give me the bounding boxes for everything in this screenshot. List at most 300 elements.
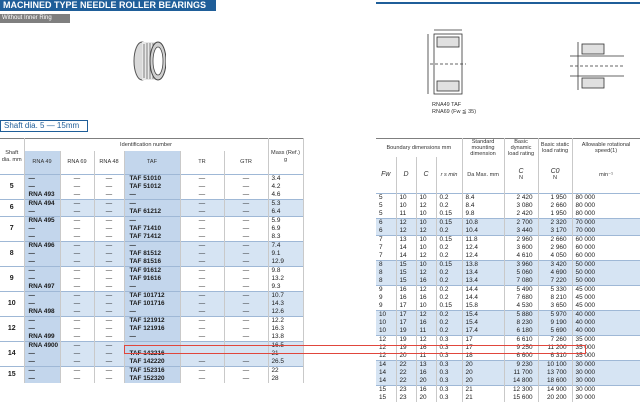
cell-rna49: RNA 4900 (24, 342, 60, 351)
cell-rna49: — (24, 317, 60, 326)
cell-speed: 30 000 (572, 385, 640, 394)
cell-gtr: — (224, 250, 268, 258)
cell-c: 5 060 (504, 269, 538, 277)
table-row (376, 385, 640, 394)
cell-c: 6 600 (504, 352, 538, 361)
cell-tr: — (180, 225, 224, 233)
shaft-dia-cell: 15 (0, 367, 24, 384)
cell-c-dim: 10 (416, 210, 436, 219)
cell-mass: 14.3 (268, 300, 303, 308)
cell-speed: 30 000 (572, 369, 640, 377)
cell-rna48: — (94, 175, 124, 184)
cell-c: 7 680 (504, 294, 538, 302)
cell-c-dim: 12 (416, 202, 436, 210)
cell-mass: 12.2 (268, 317, 303, 326)
col-c (504, 157, 538, 193)
cell-c-dim: 12 (416, 252, 436, 261)
table-row (376, 202, 640, 210)
cell-gtr: — (224, 367, 268, 376)
shaft-dia-cell: 9 (0, 267, 24, 292)
cell-speed: 60 000 (572, 244, 640, 252)
unit-n-static: N (553, 175, 558, 182)
cell-taf: TAF 152320 (124, 375, 180, 383)
col-c0 (538, 157, 572, 193)
identification-header: Identification number (24, 139, 268, 151)
cell-c: 9 250 (504, 344, 538, 352)
cell-gtr: — (224, 191, 268, 200)
cell-d: 10 (396, 193, 416, 202)
cell-rna48: — (94, 300, 124, 308)
cell-da: 14.4 (462, 285, 504, 294)
table-row (0, 200, 303, 209)
cell-c: 7 080 (504, 277, 538, 286)
col-da: Da Max. mm (462, 157, 504, 193)
cell-taf: TAF 101712 (124, 292, 180, 301)
cell-tr: — (180, 292, 224, 301)
cell-taf: TAF 71410 (124, 225, 180, 233)
drawing-caption-line-1: RNA49 TAF (432, 102, 462, 108)
cell-c: 2 420 (504, 210, 538, 219)
cell-r: 0.2 (436, 294, 462, 302)
cell-da: 13.8 (462, 260, 504, 269)
shaft-dia-cell: 5 (0, 175, 24, 200)
cell-mass: 6.9 (268, 225, 303, 233)
cell-c-dim: 12 (416, 227, 436, 236)
cell-r: 0.15 (436, 218, 462, 227)
table-row (0, 250, 303, 258)
cell-r: 0.2 (436, 244, 462, 252)
cell-mass: 9.8 (268, 267, 303, 276)
cell-c0: 20 200 (538, 394, 572, 402)
cell-c-dim: 16 (416, 344, 436, 352)
table-row (376, 277, 640, 286)
table-row (0, 267, 303, 276)
shaft-dia-header: Shaft dia. mm (0, 139, 24, 175)
cell-c: 15 600 (504, 394, 538, 402)
cell-rna49: — (24, 325, 60, 333)
mass-header: Mass (Ref.) g (268, 139, 303, 175)
cell-da: 12.4 (462, 244, 504, 252)
cell-mass: 6.4 (268, 208, 303, 217)
table-row (0, 175, 303, 184)
cell-gtr: — (224, 267, 268, 276)
cross-section-drawing-icon (426, 28, 470, 100)
cell-c0: 1 950 (538, 193, 572, 202)
cell-fw: 14 (376, 360, 396, 369)
cell-rna69: — (60, 317, 94, 326)
cell-r: 0.2 (436, 269, 462, 277)
cell-da: 8.4 (462, 202, 504, 210)
cell-rna48: — (94, 283, 124, 292)
cell-fw: 14 (376, 377, 396, 386)
page-title: MACHINED TYPE NEEDLE ROLLER BEARINGS (0, 0, 216, 11)
col-d: D (396, 157, 416, 193)
cell-taf: — (124, 333, 180, 342)
cell-r: 0.15 (436, 260, 462, 269)
cell-rna69: — (60, 267, 94, 276)
table-row (376, 218, 640, 227)
cell-fw: 9 (376, 285, 396, 294)
cell-speed: 35 000 (572, 335, 640, 344)
cell-d: 16 (396, 285, 416, 294)
cell-rna48: — (94, 325, 124, 333)
table-row (376, 227, 640, 236)
cell-tr: — (180, 317, 224, 326)
cell-c0: 13 700 (538, 369, 572, 377)
cell-gtr: — (224, 233, 268, 242)
cell-gtr: — (224, 342, 268, 351)
cell-speed: 30 000 (572, 394, 640, 402)
col-fw: Fw (376, 157, 396, 193)
header-rule (376, 2, 640, 4)
cell-rna69: — (60, 208, 94, 217)
highlighted-row-frame (124, 345, 586, 354)
cell-rna48: — (94, 250, 124, 258)
cell-c-dim: 16 (416, 385, 436, 394)
cell-rna49: RNA 497 (24, 283, 60, 292)
cell-rna48: — (94, 183, 124, 191)
cell-rna69: — (60, 250, 94, 258)
cell-gtr: — (224, 375, 268, 383)
cell-c0: 2 960 (538, 244, 572, 252)
drawing-caption-line-2: RNA69 (Fw ≦ 35) (432, 109, 477, 115)
cell-tr: — (180, 191, 224, 200)
cell-speed: 60 000 (572, 252, 640, 261)
cell-c0: 5 970 (538, 310, 572, 319)
cell-rna49: — (24, 350, 60, 358)
cell-r: 0.3 (436, 377, 462, 386)
cell-d: 12 (396, 227, 416, 236)
cell-taf: TAF 81516 (124, 258, 180, 267)
cell-da: 13.4 (462, 269, 504, 277)
cell-rna48: — (94, 317, 124, 326)
table-row (0, 191, 303, 200)
cell-mass: 28 (268, 375, 303, 383)
cell-d: 19 (396, 344, 416, 352)
cell-d: 12 (396, 218, 416, 227)
cell-da: 17.4 (462, 327, 504, 336)
bearing-photo-icon (132, 40, 166, 82)
cell-r: 0.2 (436, 285, 462, 294)
cell-fw: 5 (376, 210, 396, 219)
cell-fw: 8 (376, 260, 396, 269)
cell-fw: 8 (376, 269, 396, 277)
cell-mass: 5.3 (268, 200, 303, 209)
cell-d: 22 (396, 369, 416, 377)
cell-gtr: — (224, 217, 268, 226)
cell-c-dim: 16 (416, 277, 436, 286)
cell-d: 15 (396, 260, 416, 269)
cell-d: 11 (396, 210, 416, 219)
cell-rna48: — (94, 308, 124, 317)
cell-da: 18 (462, 352, 504, 361)
cell-rna49: — (24, 250, 60, 258)
cell-d: 17 (396, 310, 416, 319)
cell-r: 0.3 (436, 385, 462, 394)
cell-da: 12.4 (462, 252, 504, 261)
cell-mass: 16.3 (268, 325, 303, 333)
table-row (376, 285, 640, 294)
cell-mass: 5.9 (268, 217, 303, 226)
cell-c: 6 610 (504, 335, 538, 344)
cell-rna69: — (60, 225, 94, 233)
cell-da: 15.4 (462, 319, 504, 327)
cell-taf: — (124, 342, 180, 351)
cell-d: 10 (396, 202, 416, 210)
col-r: r s min (436, 157, 462, 193)
cell-c0: 2 320 (538, 218, 572, 227)
mounted-drawing-icon (568, 38, 626, 94)
cell-c: 14 800 (504, 377, 538, 386)
cell-fw: 9 (376, 294, 396, 302)
cell-speed: 45 000 (572, 285, 640, 294)
cell-r: 0.2 (436, 319, 462, 327)
table-row (0, 283, 303, 292)
table-row (0, 217, 303, 226)
cell-fw: 12 (376, 335, 396, 344)
cell-rna48: — (94, 233, 124, 242)
cell-taf: TAF 61212 (124, 208, 180, 217)
table-row (376, 394, 640, 402)
cell-da: 9.8 (462, 210, 504, 219)
cell-taf: — (124, 200, 180, 209)
cell-r: 0.15 (436, 235, 462, 244)
cell-rna69: — (60, 300, 94, 308)
cell-c-dim: 12 (416, 269, 436, 277)
cell-mass: 9.1 (268, 250, 303, 258)
cell-c0: 5 690 (538, 327, 572, 336)
cell-c0: 11 200 (538, 344, 572, 352)
cell-r: 0.3 (436, 394, 462, 402)
cell-rna48: — (94, 191, 124, 200)
cell-c0: 2 660 (538, 235, 572, 244)
cell-c0: 2 660 (538, 202, 572, 210)
cell-rna69: — (60, 275, 94, 283)
table-row (0, 233, 303, 242)
cell-c0: 10 100 (538, 360, 572, 369)
cell-rna49: RNA 495 (24, 217, 60, 226)
cell-speed: 60 000 (572, 235, 640, 244)
da-header: Standard mounting dimension (462, 139, 504, 158)
cell-d: 22 (396, 360, 416, 369)
cell-d: 13 (396, 235, 416, 244)
cell-tr: — (180, 175, 224, 184)
cell-fw: 5 (376, 202, 396, 210)
cell-rna48: — (94, 225, 124, 233)
cell-taf: TAF 121912 (124, 317, 180, 326)
table-row (376, 319, 640, 327)
cell-da: 21 (462, 385, 504, 394)
cell-rna49: RNA 499 (24, 333, 60, 342)
cell-gtr: — (224, 283, 268, 292)
cell-speed: 45 000 (572, 302, 640, 311)
col-rna48: RNA 48 (94, 151, 124, 175)
cell-da: 17 (462, 344, 504, 352)
table-row (0, 358, 303, 367)
cell-da: 10.8 (462, 218, 504, 227)
cell-r: 0.3 (436, 369, 462, 377)
cell-c: 2 700 (504, 218, 538, 227)
cell-c0: 8 210 (538, 294, 572, 302)
cell-c0: 7 220 (538, 277, 572, 286)
cell-gtr: — (224, 258, 268, 267)
col-taf: TAF (124, 151, 180, 175)
table-row (376, 244, 640, 252)
col-speed-unit: min⁻¹ (572, 157, 640, 193)
cell-c: 3 440 (504, 227, 538, 236)
table-row (376, 235, 640, 244)
cell-fw: 12 (376, 344, 396, 352)
cell-tr: — (180, 350, 224, 358)
cell-gtr: — (224, 308, 268, 317)
cell-r: 0.2 (436, 310, 462, 319)
cell-tr: — (180, 358, 224, 367)
cell-r: 0.2 (436, 202, 462, 210)
cell-c0: 1 950 (538, 210, 572, 219)
cell-speed: 35 000 (572, 352, 640, 361)
cell-c-dim: 10 (416, 218, 436, 227)
cell-c-dim: 12 (416, 335, 436, 344)
cell-rna49: — (24, 358, 60, 367)
table-row (376, 269, 640, 277)
cell-taf: TAF 142220 (124, 358, 180, 367)
cell-fw: 7 (376, 244, 396, 252)
cell-rna48: — (94, 358, 124, 367)
cell-rna69: — (60, 358, 94, 367)
cell-c: 5 880 (504, 310, 538, 319)
cell-da: 14.4 (462, 294, 504, 302)
cell-c-dim: 12 (416, 285, 436, 294)
cell-speed: 45 000 (572, 294, 640, 302)
cell-mass: 13.2 (268, 275, 303, 283)
cell-r: 0.2 (436, 227, 462, 236)
cell-taf: TAF 51010 (124, 175, 180, 184)
table-row (0, 367, 303, 376)
cell-rna49: — (24, 183, 60, 191)
cell-da: 11.8 (462, 235, 504, 244)
cell-fw: 6 (376, 218, 396, 227)
cell-taf: TAF 81512 (124, 250, 180, 258)
cell-gtr: — (224, 350, 268, 358)
cell-da: 20 (462, 360, 504, 369)
cell-gtr: — (224, 208, 268, 217)
table-row (0, 308, 303, 317)
cell-rna69: — (60, 375, 94, 383)
cell-da: 17 (462, 335, 504, 344)
cell-mass: 16.5 (268, 342, 303, 351)
cell-mass: 13.8 (268, 333, 303, 342)
cell-speed: 70 000 (572, 218, 640, 227)
cell-d: 15 (396, 277, 416, 286)
cell-rna49: — (24, 275, 60, 283)
cell-fw: 8 (376, 277, 396, 286)
cell-fw: 14 (376, 369, 396, 377)
cell-rna48: — (94, 208, 124, 217)
cell-c-dim: 16 (416, 294, 436, 302)
cell-rna48: — (94, 275, 124, 283)
cell-gtr: — (224, 358, 268, 367)
cell-rna69: — (60, 350, 94, 358)
table-row (376, 302, 640, 311)
cell-taf: TAF 142216 (124, 350, 180, 358)
cell-speed: 50 000 (572, 277, 640, 286)
cell-fw: 10 (376, 310, 396, 319)
cell-speed: 70 000 (572, 227, 640, 236)
cell-rna69: — (60, 367, 94, 376)
cell-c0: 3 170 (538, 227, 572, 236)
cell-taf: TAF 152316 (124, 367, 180, 376)
cell-tr: — (180, 333, 224, 342)
col-tr: TR (180, 151, 224, 175)
cell-mass: 26.5 (268, 358, 303, 367)
cell-tr: — (180, 208, 224, 217)
cell-rna48: — (94, 217, 124, 226)
cell-d: 16 (396, 294, 416, 302)
cell-speed: 30 000 (572, 377, 640, 386)
cell-c0: 7 260 (538, 335, 572, 344)
cell-rna69: — (60, 325, 94, 333)
cell-fw: 10 (376, 327, 396, 336)
cell-rna49: — (24, 267, 60, 276)
cell-rna69: — (60, 242, 94, 251)
cell-c0: 6 310 (538, 352, 572, 361)
cell-da: 13.4 (462, 277, 504, 286)
cell-rna69: — (60, 183, 94, 191)
table-row (0, 300, 303, 308)
col-gtr: GTR (224, 151, 268, 175)
cell-c: 8 230 (504, 319, 538, 327)
cell-tr: — (180, 325, 224, 333)
cell-r: 0.15 (436, 302, 462, 311)
cell-taf: — (124, 191, 180, 200)
dimensions-table (376, 138, 640, 402)
shaft-dia-cell: 6 (0, 200, 24, 217)
cell-rna48: — (94, 267, 124, 276)
cell-gtr: — (224, 300, 268, 308)
cell-tr: — (180, 258, 224, 267)
table-row (376, 377, 640, 386)
cell-tr: — (180, 267, 224, 276)
cell-rna48: — (94, 333, 124, 342)
cell-d: 20 (396, 352, 416, 361)
cell-c0: 4 050 (538, 252, 572, 261)
cell-d: 14 (396, 244, 416, 252)
cell-gtr: — (224, 175, 268, 184)
drawing-caption (432, 102, 476, 116)
cell-rna49: — (24, 375, 60, 383)
cell-da: 10.4 (462, 227, 504, 236)
cell-speed: 80 000 (572, 202, 640, 210)
cell-tr: — (180, 300, 224, 308)
cell-c: 3 080 (504, 202, 538, 210)
cell-c: 3 960 (504, 260, 538, 269)
cell-c: 3 600 (504, 244, 538, 252)
cell-mass: 8.3 (268, 233, 303, 242)
cell-mass: 21 (268, 350, 303, 358)
shaft-dia-cell: 14 (0, 342, 24, 367)
cell-da: 21 (462, 394, 504, 402)
unit-n: N (519, 175, 524, 182)
cell-taf: — (124, 242, 180, 251)
cell-fw: 7 (376, 252, 396, 261)
cell-mass: 12.6 (268, 308, 303, 317)
cell-c-dim: 10 (416, 260, 436, 269)
cell-rna49: RNA 498 (24, 308, 60, 317)
cell-gtr: — (224, 317, 268, 326)
static-load-header: Basic static load rating (538, 139, 572, 158)
cell-speed: 50 000 (572, 269, 640, 277)
cell-c: 2 420 (504, 193, 538, 202)
